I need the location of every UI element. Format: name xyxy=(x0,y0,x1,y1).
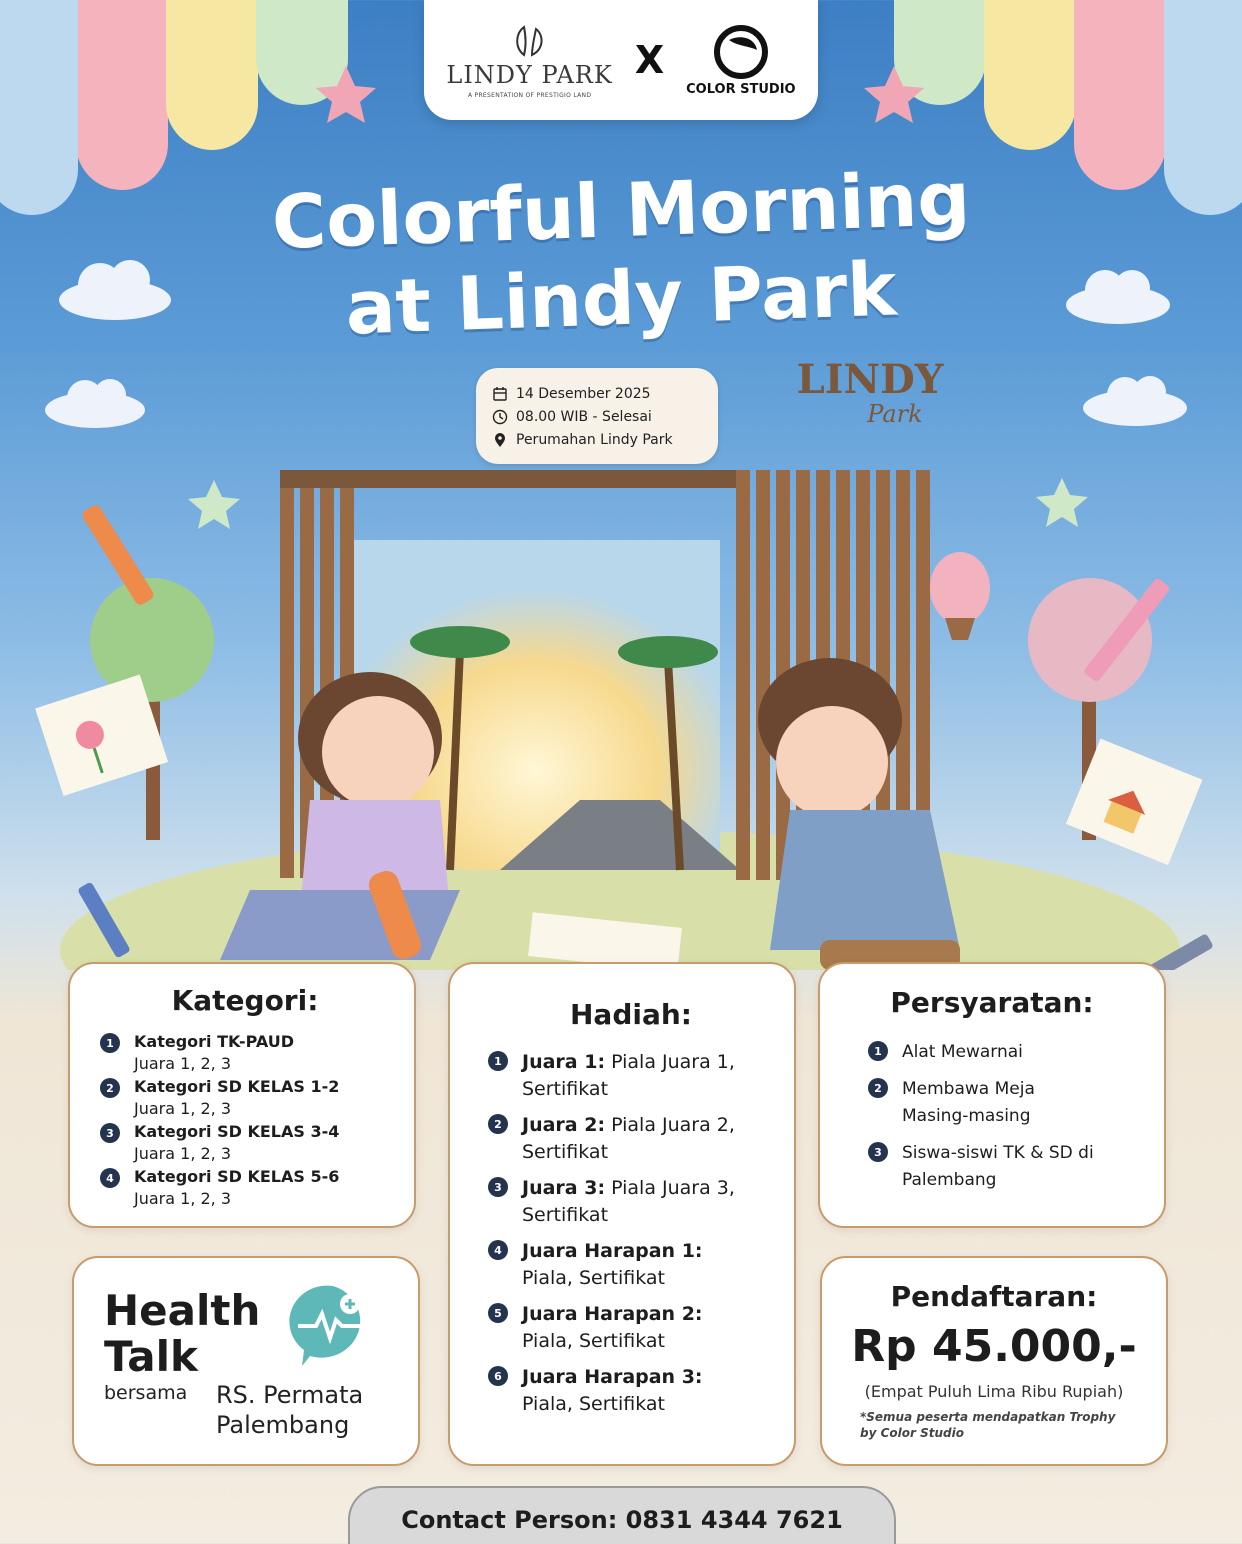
list-item xyxy=(488,1301,774,1355)
list-item xyxy=(868,1039,1144,1066)
number-badge: 5 xyxy=(488,1303,508,1323)
kategori-name: Kategori SD KELAS 5-6 xyxy=(134,1167,340,1186)
number-badge: 2 xyxy=(488,1114,508,1134)
prize-text: Piala Juara 1, Sertifikat xyxy=(522,1051,735,1100)
registration-price: Rp 45.000,- xyxy=(851,1321,1137,1372)
health-talk-with: bersama xyxy=(104,1382,188,1404)
requirement-text: Membawa Meja Masing-masing xyxy=(902,1079,1035,1126)
calendar-icon xyxy=(492,386,508,402)
kategori-detail: Juara 1, 2, 3 xyxy=(134,1054,232,1073)
pendaftaran-title: Pendaftaran: xyxy=(890,1280,1098,1313)
hadiah-title: Hadiah: xyxy=(570,998,692,1031)
kategori-detail: Juara 1, 2, 3 xyxy=(134,1099,232,1118)
number-badge: 3 xyxy=(868,1142,888,1162)
gate-top-beam xyxy=(280,470,740,488)
list-item xyxy=(488,1175,774,1229)
persyaratan-title: Persyaratan: xyxy=(890,986,1094,1019)
number-badge: 4 xyxy=(488,1240,508,1260)
number-badge: 3 xyxy=(488,1177,508,1197)
prize-text: Piala Juara 3, Sertifikat xyxy=(522,1177,735,1226)
kategori-title: Kategori: xyxy=(171,984,319,1017)
kategori-name: Kategori SD KELAS 1-2 xyxy=(134,1077,340,1096)
gate-sign-subtitle: Park xyxy=(867,400,923,428)
contact-person-bar[interactable]: Contact Person: 0831 4344 7621 xyxy=(348,1486,896,1544)
hot-air-balloon-icon xyxy=(930,552,990,640)
list-item xyxy=(488,1049,774,1103)
clock-icon xyxy=(492,409,508,425)
number-badge: 4 xyxy=(100,1168,120,1188)
list-item xyxy=(100,1121,390,1165)
prize-label: Juara 1: xyxy=(522,1051,606,1073)
location-pin-icon xyxy=(492,432,508,448)
hospital-name-line2: Palembang xyxy=(216,1411,350,1439)
color-studio-name: COLOR STUDIO xyxy=(686,81,796,97)
hospital-name-line1: RS. Permata xyxy=(216,1381,364,1409)
hospital-name xyxy=(216,1380,363,1440)
list-item xyxy=(488,1364,774,1418)
event-location-row xyxy=(492,428,702,451)
cloud-icon xyxy=(1083,376,1187,426)
health-talk-line2: Talk xyxy=(104,1332,198,1381)
brush-icon xyxy=(709,24,773,80)
collab-x: X xyxy=(634,38,665,82)
logo-header xyxy=(424,0,818,120)
prize-text: Piala Juara 2, Sertifikat xyxy=(522,1114,735,1163)
price-in-words: (Empat Puluh Lima Ribu Rupiah) xyxy=(864,1382,1124,1401)
prize-text: Piala, Sertifikat xyxy=(522,1393,665,1415)
number-badge: 2 xyxy=(868,1078,888,1098)
color-studio-logo xyxy=(686,24,795,97)
health-talk-line1: Health xyxy=(104,1286,261,1335)
list-item xyxy=(488,1112,774,1166)
number-badge: 1 xyxy=(100,1033,120,1053)
hadiah-card xyxy=(448,962,796,1466)
kategori-detail: Juara 1, 2, 3 xyxy=(134,1144,232,1163)
number-badge: 2 xyxy=(100,1078,120,1098)
cloud-icon xyxy=(45,379,145,428)
leaf-icon xyxy=(510,21,550,61)
kategori-card xyxy=(68,962,416,1228)
trophy-note xyxy=(822,1409,1166,1441)
number-badge: 3 xyxy=(100,1123,120,1143)
event-location: Perumahan Lindy Park xyxy=(516,431,673,448)
requirement-text: Alat Mewarnai xyxy=(902,1042,1023,1062)
health-talk-card xyxy=(72,1256,420,1466)
number-badge: 1 xyxy=(868,1041,888,1061)
gate-sign-title: LINDY xyxy=(796,356,944,403)
list-item xyxy=(488,1238,774,1292)
lindy-park-logo xyxy=(446,21,612,99)
kategori-name: Kategori TK-PAUD xyxy=(134,1032,295,1051)
prize-label: Juara Harapan 1: xyxy=(522,1240,703,1262)
kategori-detail: Juara 1, 2, 3 xyxy=(134,1189,232,1208)
event-title-line2: at Lindy Park xyxy=(344,246,898,352)
prize-label: Juara 2: xyxy=(522,1114,606,1136)
event-title-line1: Colorful Morning xyxy=(270,155,972,267)
event-date: 14 Desember 2025 xyxy=(516,385,651,402)
stethoscope-chat-icon xyxy=(288,1280,378,1370)
persyaratan-card xyxy=(818,962,1166,1228)
prize-text: Piala, Sertifikat xyxy=(522,1267,665,1289)
list-item xyxy=(100,1031,390,1075)
number-badge: 6 xyxy=(488,1366,508,1386)
event-info-card xyxy=(476,368,718,464)
event-date-row xyxy=(492,382,702,405)
prize-label: Juara Harapan 3: xyxy=(522,1366,703,1388)
trophy-note-line1: *Semua peserta mendapatkan Trophy xyxy=(860,1410,1116,1424)
prize-label: Juara 3: xyxy=(522,1177,606,1199)
event-time-row xyxy=(492,405,702,428)
event-time: 08.00 WIB - Selesai xyxy=(516,408,652,425)
list-item xyxy=(100,1166,390,1210)
lindy-park-name: LINDY PARK xyxy=(446,61,613,89)
star-icon xyxy=(316,66,376,123)
prize-label: Juara Harapan 2: xyxy=(522,1303,703,1325)
prize-text: Piala, Sertifikat xyxy=(522,1330,665,1352)
park-gate-illustration xyxy=(0,470,1242,970)
list-item xyxy=(868,1140,1144,1194)
requirement-text: Siswa-siswi TK & SD di Palembang xyxy=(902,1143,1094,1190)
kategori-name: Kategori SD KELAS 3-4 xyxy=(134,1122,340,1141)
number-badge: 1 xyxy=(488,1051,508,1071)
lindy-park-subtitle: A PRESENTATION OF PRESTIGIO LAND xyxy=(467,92,592,99)
list-item xyxy=(868,1076,1144,1130)
pendaftaran-card xyxy=(820,1256,1168,1466)
list-item xyxy=(100,1076,390,1120)
star-icon xyxy=(864,66,924,123)
trophy-note-line2: by Color Studio xyxy=(860,1426,964,1440)
girl-character xyxy=(220,672,460,962)
